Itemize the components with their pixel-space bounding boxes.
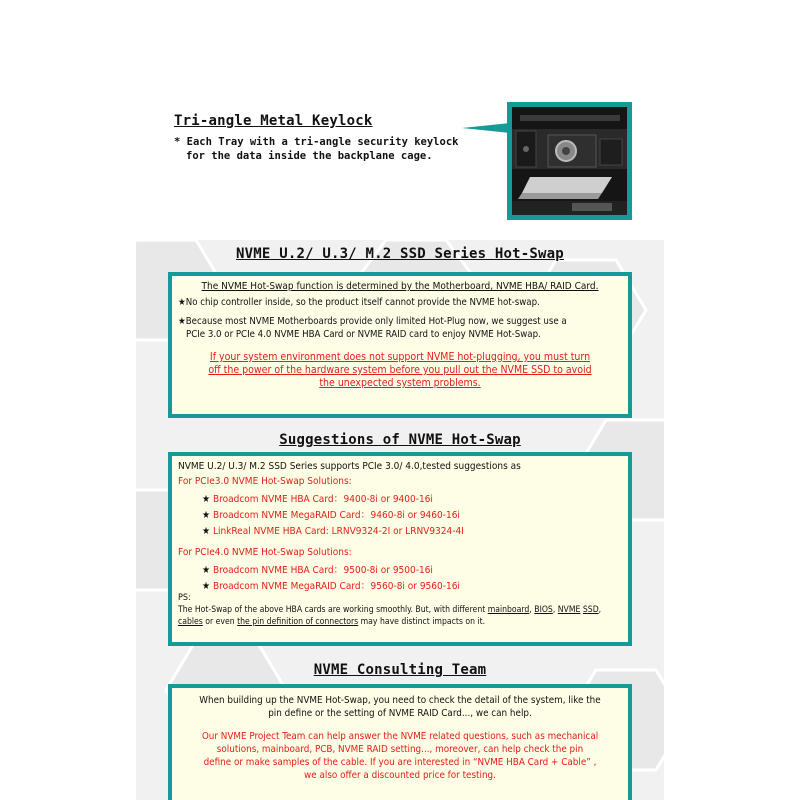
consult-p2-line2: solutions, mainboard, PCB, NVME RAID setting..., moreover, can help check the pin — [216, 744, 584, 755]
consult-p2-line4: we also offer a discounted price for testing. — [304, 770, 496, 781]
consult-p1-line2: pin define or the setting of NVME RAID Card..., we can help. — [268, 708, 532, 719]
ps-cables: cables — [178, 617, 203, 627]
consult-p2-line3: define or make samples of the cable. If you are interested in “NVME HBA Card + Cable” , — [203, 757, 597, 768]
keylock-description — [174, 135, 458, 163]
pcie4-item-text: Broadcom NVME MegaRAID Card：9560-8i or 9560-16i — [212, 581, 460, 592]
ps-label: PS: — [178, 593, 191, 603]
pcie4-item — [178, 564, 622, 577]
ps-pin-definition: the pin definition of connectors — [237, 617, 359, 627]
ps-text: or even — [202, 617, 238, 627]
hot-swap-section — [136, 240, 664, 800]
pcie4-item — [178, 580, 622, 593]
ps-nvme: NVME — [557, 605, 581, 615]
keylock-desc-line1: * Each Tray with a tri-angle security keylock — [174, 136, 459, 148]
section1-title: NVME U.2/ U.3/ M.2 SSD Series Hot-Swap — [236, 246, 564, 262]
motherboard-note-line2: PCIe 3.0 or PCIe 4.0 NVME HBA Card or NVME RAID card to enjoy NVME Hot-Swap. — [186, 329, 541, 340]
star-icon: ★ — [202, 510, 213, 521]
keylock-section — [0, 0, 800, 240]
pcie3-item — [178, 525, 622, 538]
no-chip-note: ★No chip controller inside, so the product itself cannot provide the NVME hot-swap. — [178, 297, 540, 308]
keylock-title: Tri-angle Metal Keylock — [174, 113, 373, 129]
pcie3-item-text: LinkReal NVME HBA Card: LRNV9324-2I or LRNV9324-4I — [212, 526, 464, 537]
hot-swap-info-box — [168, 272, 632, 418]
star-icon: ★ — [202, 526, 213, 537]
pcie4-item-text: Broadcom NVME HBA Card：9500-8i or 9500-16i — [212, 565, 433, 576]
section3-title: NVME Consulting Team — [313, 662, 487, 678]
ps-note — [178, 604, 622, 628]
ps-text: The Hot-Swap of the above HBA cards are working smoothly. But, with different — [178, 605, 488, 615]
ps-text: may have distinct impacts on it. — [358, 617, 486, 627]
ps-sep: , — [529, 605, 535, 615]
tray-keylock-image — [512, 107, 627, 215]
warning-line1: If your system environment does not support NVME hot-plugging, you must turn — [209, 351, 591, 363]
pcie3-item-text: Broadcom NVME MegaRAID Card：9460-8i or 9460-16i — [212, 510, 460, 521]
motherboard-note-line1: ★Because most NVME Motherboards provide only limited Hot-Plug now, we suggest use a — [178, 316, 567, 327]
ps-sep: , — [598, 605, 602, 615]
ps-mainboard: mainboard — [487, 605, 530, 615]
star-icon: ★ — [202, 494, 213, 505]
warning-line2: off the power of the hardware system before you pull out the NVME SSD to avoid — [208, 364, 592, 376]
suggestions-intro: NVME U.2/ U.3/ M.2 SSD Series supports PCIe 3.0/ 4.0,tested suggestions as — [178, 461, 521, 472]
star-icon: ★ — [202, 581, 213, 592]
suggestions-box — [168, 452, 632, 646]
ps-bios: BIOS — [534, 605, 553, 615]
hot-swap-heading: The NVME Hot-Swap function is determined by the Motherboard, NVME HBA/ RAID Card. — [201, 281, 599, 292]
pcie3-item — [178, 509, 622, 522]
consult-p1-line1: When building up the NVME Hot-Swap, you need to check the detail of the system, like the — [199, 695, 601, 706]
pointer-arrow-icon — [462, 123, 510, 133]
keylock-photo — [507, 102, 632, 220]
consult-p2-line1: Our NVME Project Team can help answer the NVME related questions, such as mechanical — [201, 731, 599, 742]
consulting-box — [168, 684, 632, 800]
star-icon: ★ — [202, 565, 213, 576]
ps-sep: , — [552, 605, 558, 615]
section2-title: Suggestions of NVME Hot-Swap — [279, 432, 521, 448]
keylock-desc-line2: for the data inside the backplane cage. — [186, 150, 433, 162]
ps-ssd: SSD — [582, 605, 599, 615]
warning-line3: the unexpected system problems. — [319, 377, 481, 389]
pcie3-item — [178, 493, 622, 506]
pcie3-item-text: Broadcom NVME HBA Card：9400-8i or 9400-16i — [212, 494, 433, 505]
pcie4-heading: For PCIe4.0 NVME Hot-Swap Solutions: — [178, 547, 352, 558]
pcie3-heading: For PCIe3.0 NVME Hot-Swap Solutions: — [178, 476, 352, 487]
